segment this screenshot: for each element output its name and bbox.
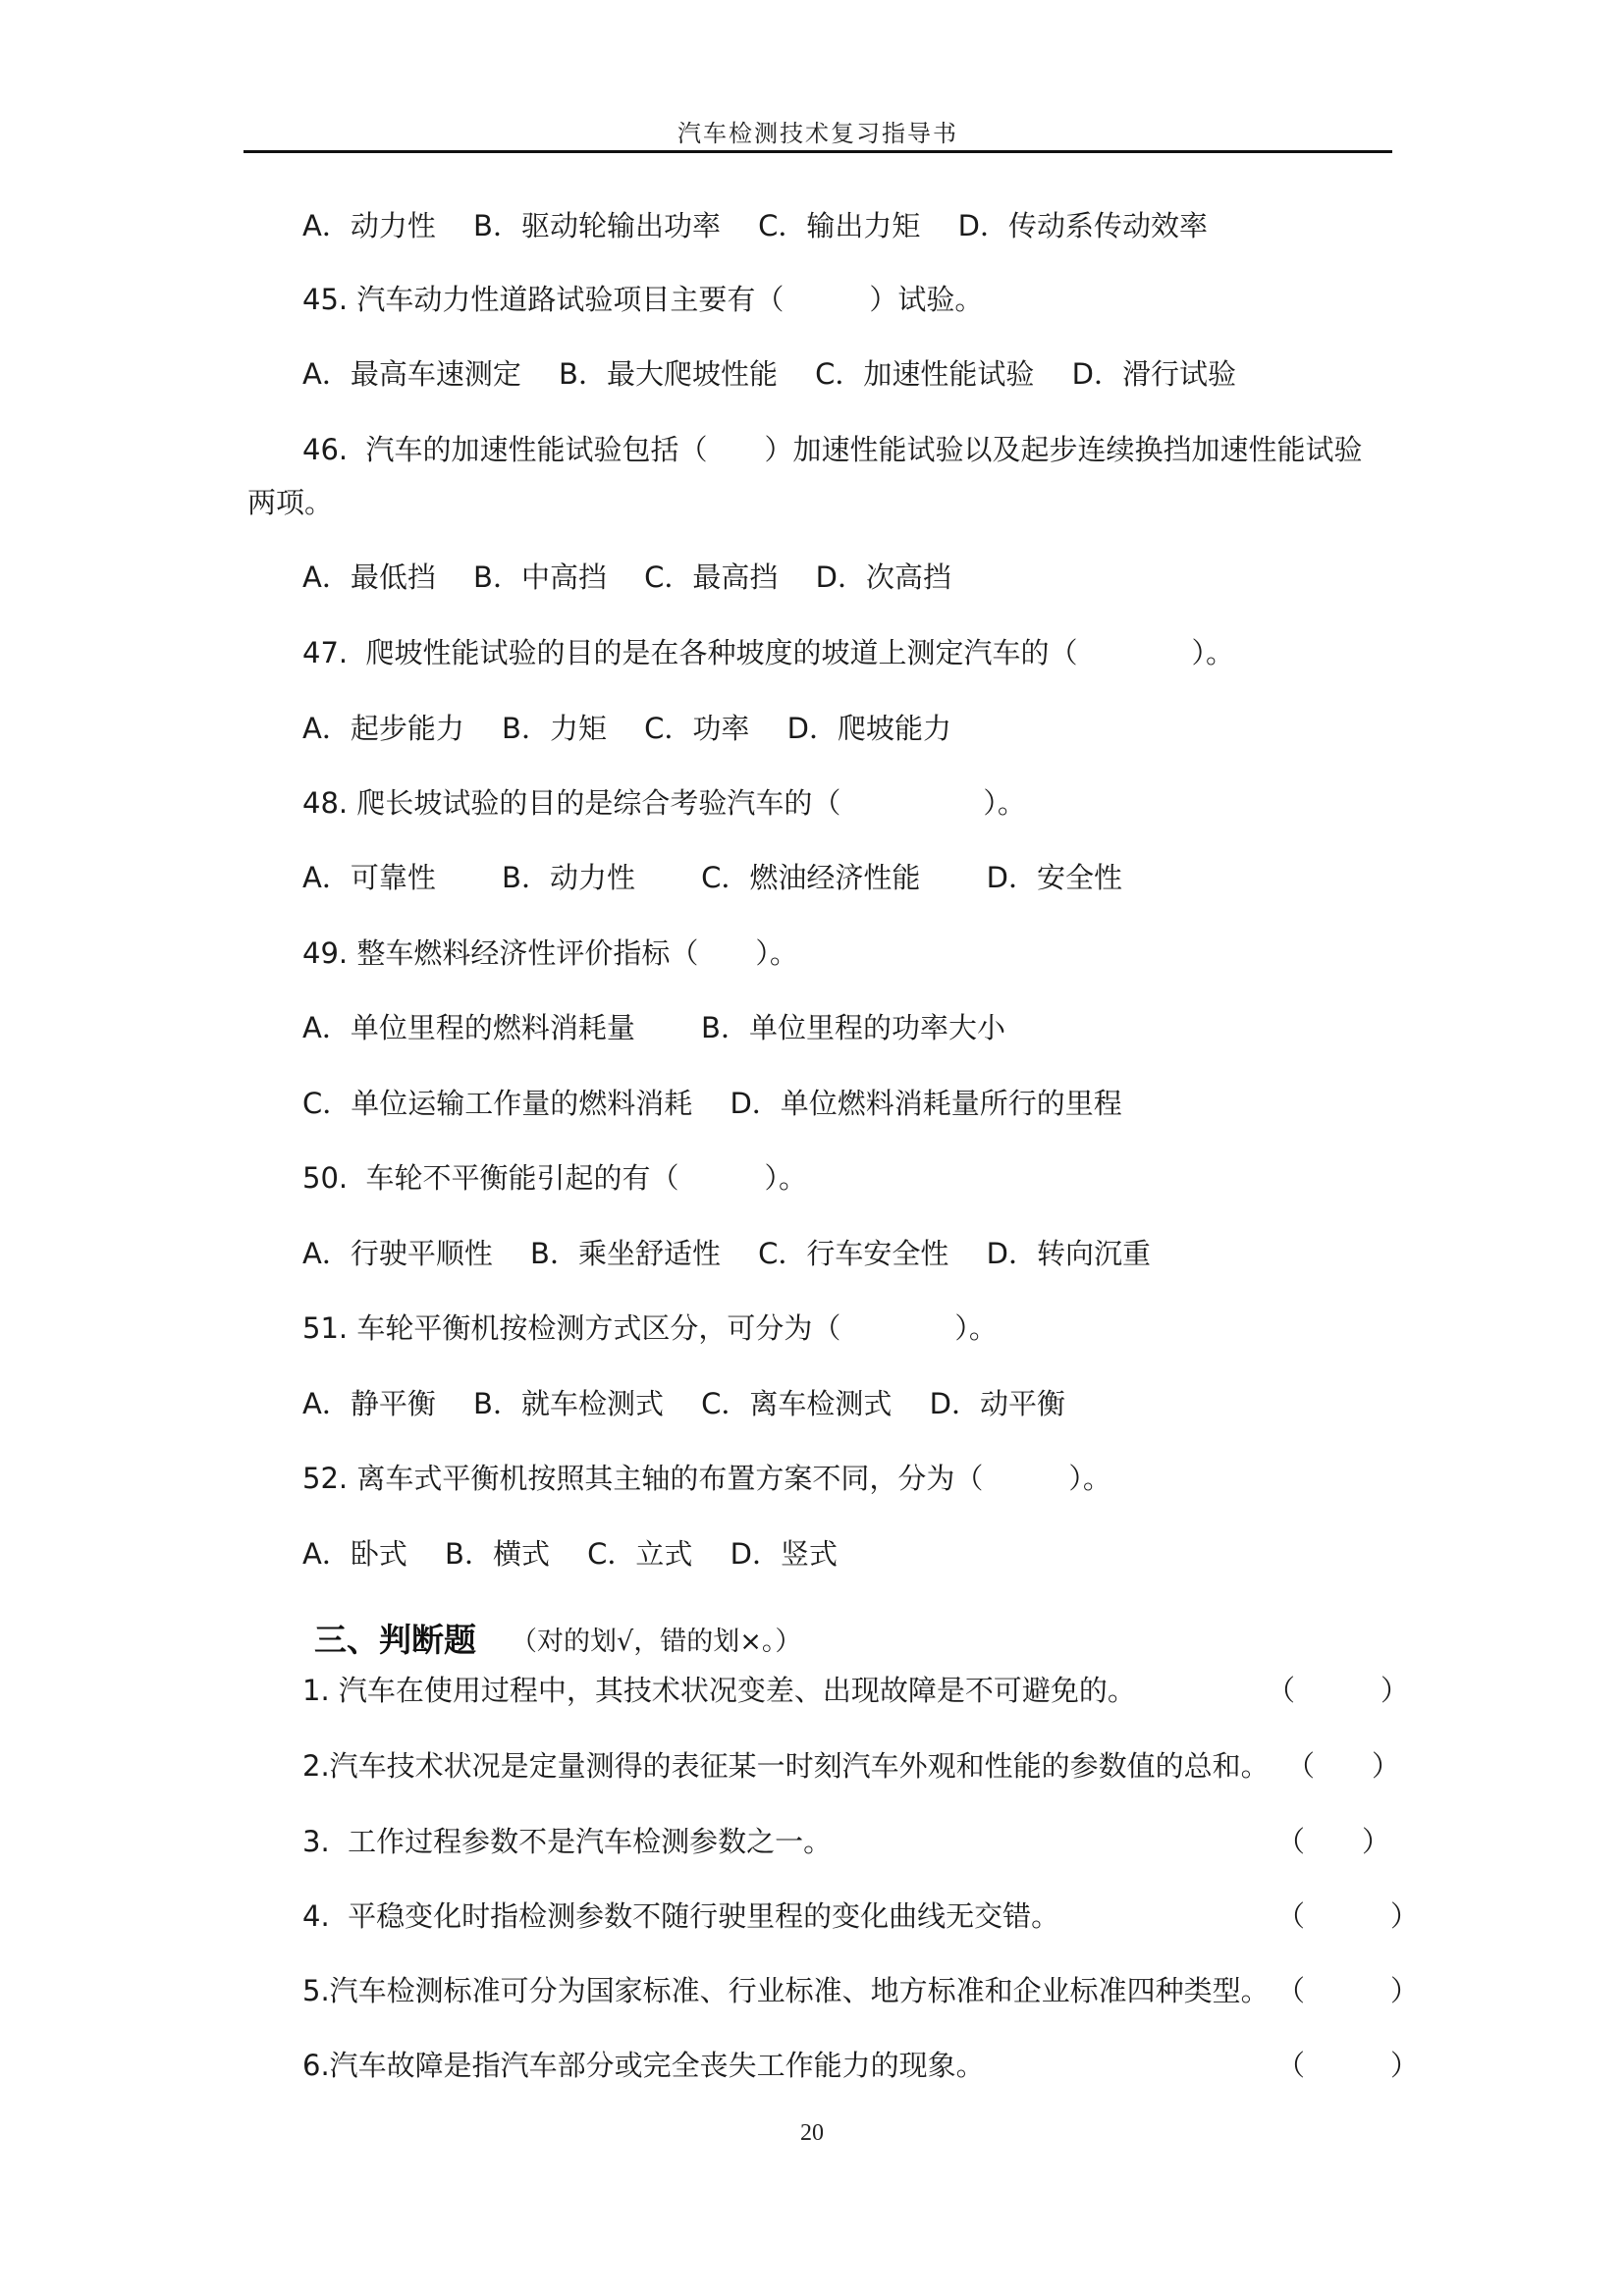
page-header-rule <box>244 150 1392 153</box>
q47-options: A．起步能力 B．力矩 C．功率 D．爬坡能力 <box>302 712 951 745</box>
tf-item-4-answer-blank: （ ） <box>1276 1899 1420 1933</box>
tf-item-1-answer-blank: （ ） <box>1267 1674 1410 1707</box>
q45-options: A．最高车速测定 B．最大爬坡性能 C．加速性能试验 D．滑行试验 <box>302 357 1236 391</box>
section-3-note: （对的划√，错的划×。） <box>511 1627 802 1657</box>
tf-item-5-answer-blank: （ ） <box>1276 1974 1420 2007</box>
page-header-title: 汽车检测技术复习指导书 <box>677 120 958 147</box>
tf-item-3: 3. 工作过程参数不是汽车检测参数之一。 <box>302 1825 833 1858</box>
q51-stem: 51. 车轮平衡机按检测方式区分，可分为（ ）。 <box>302 1311 998 1345</box>
page-number: 20 <box>800 2120 824 2146</box>
tf-item-5: 5.汽车检测标准可分为国家标准、行业标准、地方标准和企业标准四种类型。 <box>302 1974 1270 2007</box>
q48-stem: 48. 爬长坡试验的目的是综合考验汽车的（ ）。 <box>302 786 1026 820</box>
q44-options: A．动力性 B．驱动轮输出功率 C．输出力矩 D．传动系传动效率 <box>302 209 1208 242</box>
q49-stem: 49. 整车燃料经济性评价指标（ ）。 <box>302 936 798 970</box>
q48-options: A．可靠性 B．动力性 C．燃油经济性能 D．安全性 <box>302 861 1122 894</box>
q51-options: A．静平衡 B．就车检测式 C．离车检测式 D．动平衡 <box>302 1387 1065 1420</box>
q50-options: A．行驶平顺性 B．乘坐舒适性 C．行车安全性 D．转向沉重 <box>302 1237 1151 1270</box>
q52-stem: 52. 离车式平衡机按照其主轴的布置方案不同，分为（ ）。 <box>302 1462 1111 1495</box>
tf-item-4: 4. 平稳变化时指检测参数不随行驶里程的变化曲线无交错。 <box>302 1899 1060 1933</box>
q49-options-row2: C．单位运输工作量的燃料消耗 D．单位燃料消耗量所行的里程 <box>302 1087 1122 1120</box>
tf-item-3-answer-blank: （ ） <box>1276 1825 1391 1858</box>
tf-item-2: 2.汽车技术状况是定量测得的表征某一时刻汽车外观和性能的参数值的总和。 <box>302 1749 1270 1783</box>
q50-stem: 50. 车轮不平衡能引起的有（ ）。 <box>302 1161 808 1195</box>
q46-stem-continued: 两项。 <box>247 486 334 519</box>
q52-options: A．卧式 B．横式 C．立式 D．竖式 <box>302 1537 838 1571</box>
q45-stem: 45. 汽车动力性道路试验项目主要有（ ）试验。 <box>302 283 984 316</box>
q46-options: A．最低挡 B．中高挡 C．最高挡 D．次高挡 <box>302 561 951 594</box>
q46-stem: 46. 汽车的加速性能试验包括（ ）加速性能试验以及起步连续换挡加速性能试验 <box>302 433 1363 466</box>
q49-options-row1: A．单位里程的燃料消耗量 B．单位里程的功率大小 <box>302 1011 1005 1044</box>
section-3-title: 三、判断题 <box>314 1621 476 1659</box>
tf-item-2-answer-blank: （ ） <box>1286 1749 1401 1783</box>
tf-item-6-answer-blank: （ ） <box>1276 2049 1420 2082</box>
tf-item-6: 6.汽车故障是指汽车部分或完全丧失工作能力的现象。 <box>302 2049 985 2082</box>
q47-stem: 47. 爬坡性能试验的目的是在各种坡度的坡道上测定汽车的（ ）。 <box>302 636 1235 669</box>
tf-item-1: 1. 汽车在使用过程中，其技术状况变差、出现故障是不可避免的。 <box>302 1674 1136 1707</box>
